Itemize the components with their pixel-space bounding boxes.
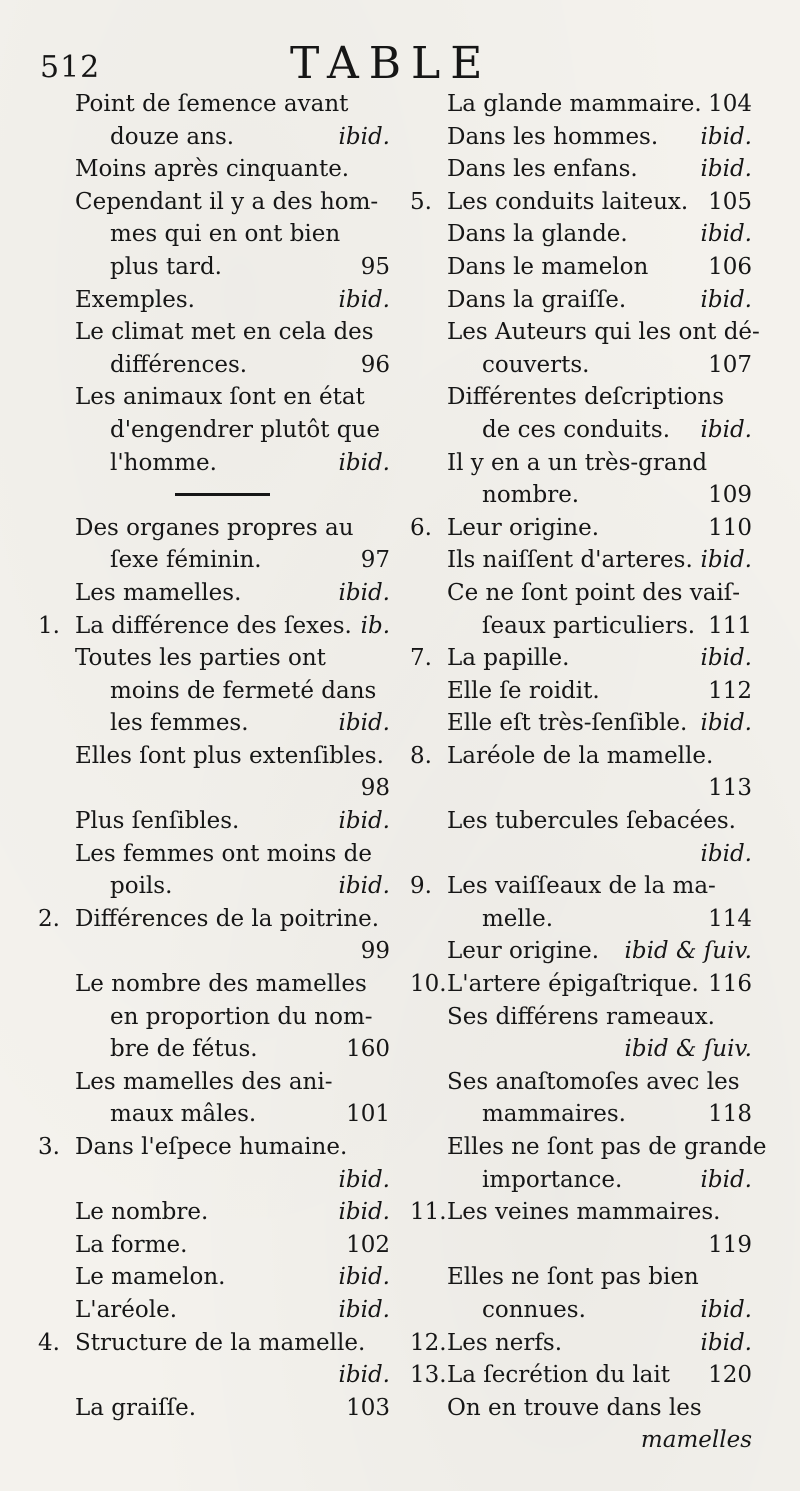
index-entry	[410, 1359, 752, 1392]
index-entry	[30, 675, 390, 708]
index-entry	[30, 316, 390, 349]
entry-page-ref: 102	[346, 1231, 390, 1258]
entry-text: Le mamelon.	[75, 1264, 226, 1291]
entry-page-ref: ibid & ſuiv.	[624, 938, 752, 965]
entry-page-ref: 106	[708, 253, 752, 280]
entry-text: Les tubercules ſebacées.	[447, 808, 736, 835]
index-entry	[410, 1164, 752, 1197]
index-entry	[410, 1131, 767, 1164]
entry-number: 10.	[410, 971, 447, 998]
entry-number: 3.	[38, 1134, 60, 1160]
entry-text: La forme.	[75, 1231, 188, 1258]
entry-page-ref: 103	[346, 1394, 390, 1421]
entry-page-ref: ibid.	[700, 286, 752, 313]
index-entry	[410, 447, 752, 480]
entry-text: les femmes.	[110, 710, 249, 737]
index-entry	[410, 805, 752, 838]
index-entry	[30, 186, 390, 219]
entry-page-ref: ib.	[360, 612, 390, 639]
entry-page-ref: ibid.	[700, 547, 752, 574]
entry-page-ref: ibid.	[338, 1362, 390, 1389]
entry-text: Le nombre.	[75, 1199, 209, 1226]
index-entry	[30, 251, 390, 284]
index-entry	[410, 577, 752, 610]
entry-text: plus tard.	[110, 253, 222, 280]
index-entry	[30, 218, 390, 251]
entry-text: Toutes les parties ont	[75, 645, 326, 672]
index-entry	[30, 1261, 390, 1294]
entry-text: Elles ne ſont pas de grande	[447, 1134, 767, 1160]
index-entry	[410, 251, 752, 284]
entry-text: Dans les enfans.	[447, 156, 638, 183]
entry-page-ref: ibid.	[338, 1199, 390, 1226]
index-entry	[30, 1001, 390, 1034]
entry-text: de ces conduits.	[482, 416, 671, 443]
entry-text: La différence des ſexes.	[75, 612, 352, 639]
index-entry	[30, 88, 390, 121]
index-entry	[30, 610, 390, 643]
index-entry	[30, 1294, 390, 1327]
left-index-column	[30, 88, 390, 1424]
entry-text: en proportion du nom-	[110, 1003, 373, 1030]
index-entry	[410, 838, 752, 871]
entry-text: Le climat met en cela des	[75, 319, 374, 346]
index-entry	[30, 512, 390, 545]
entry-page-ref: ibid.	[700, 1296, 752, 1323]
index-entry	[30, 772, 390, 805]
entry-text: Les femmes ont moins de	[75, 840, 372, 867]
entry-text: douze ans.	[110, 123, 235, 150]
entry-page-ref: ibid.	[338, 449, 390, 476]
entry-page-ref: ibid.	[338, 123, 390, 150]
entry-number: 11.	[410, 1199, 447, 1226]
index-entry	[30, 1229, 390, 1262]
entry-text: bre de fétus.	[110, 1036, 258, 1063]
entry-text: Exemples.	[75, 286, 195, 313]
page-title: TABLE	[290, 38, 493, 89]
entry-text: Les conduits laiteux.	[447, 188, 689, 215]
entry-text: Les mamelles.	[75, 579, 242, 606]
index-entry	[30, 447, 390, 480]
entry-text: Dans le mamelon	[447, 253, 649, 280]
entry-text: Ses différens rameaux.	[447, 1003, 715, 1030]
index-entry	[410, 349, 752, 382]
entry-text: Les veines mammaires.	[447, 1199, 721, 1226]
entry-page-ref: ibid.	[338, 286, 390, 313]
index-entry	[410, 1229, 752, 1262]
index-entry	[30, 1066, 390, 1099]
index-entry	[410, 381, 752, 414]
index-entry	[410, 610, 752, 643]
index-entry	[30, 903, 390, 936]
index-entry	[410, 512, 752, 545]
index-entry	[410, 544, 752, 577]
index-entry	[410, 1327, 752, 1360]
index-entry	[30, 1392, 390, 1425]
entry-page-ref: ibid.	[338, 1166, 390, 1193]
entry-page-ref: ibid.	[338, 1264, 390, 1291]
entry-page-ref: ibid.	[700, 123, 752, 150]
entry-page-ref: 97	[360, 547, 390, 574]
entry-page-ref: 96	[360, 351, 390, 378]
index-entry	[410, 1392, 752, 1425]
entry-page-ref: ibid.	[700, 1329, 752, 1356]
index-entry	[410, 316, 760, 349]
entry-text: ſexe féminin.	[110, 547, 262, 574]
entry-text: Ils naiſſent d'arteres.	[447, 547, 693, 574]
entry-text: Il y en a un très-grand	[447, 449, 708, 476]
entry-text: L'artere épigaſtrique.	[447, 971, 699, 998]
entry-page-ref: ibid.	[700, 840, 752, 867]
entry-page-ref: ibid & ſuiv.	[624, 1036, 752, 1063]
index-entry	[410, 479, 752, 512]
entry-text: Les animaux ſont en état	[75, 384, 365, 411]
entry-number: 7.	[410, 645, 432, 672]
index-entry	[30, 1131, 390, 1164]
entry-text: Moins après cinquante.	[75, 156, 350, 183]
index-entry	[30, 577, 390, 610]
entry-page-ref: 110	[708, 514, 752, 541]
index-entry	[30, 1359, 390, 1392]
entry-text: La papille.	[447, 645, 570, 672]
index-entry	[30, 1033, 390, 1066]
entry-text: mammaires.	[482, 1101, 626, 1128]
entry-number: 6.	[410, 514, 432, 541]
section-divider	[30, 479, 390, 512]
index-entry	[410, 772, 752, 805]
index-entry	[410, 935, 752, 968]
index-entry	[410, 1196, 752, 1229]
index-entry	[30, 121, 390, 154]
index-entry	[30, 1196, 390, 1229]
entry-number: 1.	[38, 612, 60, 639]
entry-text: Laréole de la mamelle.	[447, 742, 714, 769]
entry-text: Dans l'eſpece humaine.	[75, 1134, 348, 1160]
entry-page-ref: 104	[708, 91, 752, 117]
index-entry	[30, 349, 390, 382]
index-entry	[410, 1066, 752, 1099]
entry-text: ſeaux particuliers.	[482, 612, 696, 639]
entry-text: Elle ſe roidit.	[447, 677, 600, 704]
index-entry	[410, 284, 752, 317]
index-entry	[30, 381, 390, 414]
entry-text: Elles ſont plus extenſibles.	[75, 742, 384, 769]
entry-page-ref: 116	[708, 971, 752, 998]
entry-page-ref: 95	[360, 253, 390, 280]
entry-text: l'homme.	[110, 449, 217, 476]
entry-page-ref: ibid.	[700, 156, 752, 183]
entry-text: Elles ne ſont pas bien	[447, 1264, 699, 1291]
entry-text: importance.	[482, 1166, 623, 1193]
index-entry	[410, 1294, 752, 1327]
entry-text: Dans la glande.	[447, 221, 628, 248]
entry-page-ref: 114	[708, 905, 752, 932]
entry-text: nombre.	[482, 482, 580, 509]
entry-text: Structure de la mamelle.	[75, 1329, 366, 1356]
index-entry	[410, 1261, 752, 1294]
entry-number: 12.	[410, 1329, 447, 1356]
entry-text: connues.	[482, 1296, 586, 1323]
index-entry	[410, 1001, 752, 1034]
entry-page-ref: 120	[708, 1362, 752, 1389]
index-entry	[410, 740, 752, 773]
entry-page-ref: ibid.	[700, 710, 752, 737]
entry-text: Le nombre des mamelles	[75, 971, 367, 998]
entry-text: La glande mammaire.	[447, 91, 702, 117]
entry-text: La ſecrétion du lait	[447, 1362, 670, 1389]
entry-text: Dans les hommes.	[447, 123, 659, 150]
index-entry	[410, 903, 752, 936]
entry-page-ref: ibid.	[700, 416, 752, 443]
index-entry	[410, 1033, 752, 1066]
page-number: 512	[40, 50, 101, 85]
entry-page-ref: ibid.	[338, 710, 390, 737]
entry-text: Plus ſenſibles.	[75, 808, 240, 835]
entry-text: Les Auteurs qui les ont dé-	[447, 319, 760, 346]
index-entry	[30, 968, 390, 1001]
entry-page-ref: 98	[360, 775, 390, 802]
index-entry	[410, 153, 752, 186]
entry-page-ref: 111	[708, 612, 752, 639]
entry-text: Les vaiſſeaux de la ma-	[447, 873, 716, 900]
entry-text: moins de fermeté dans	[110, 677, 377, 704]
index-entry	[30, 544, 390, 577]
index-entry	[30, 1098, 390, 1131]
entry-number: 13.	[410, 1362, 447, 1389]
entry-text: Leur origine.	[447, 938, 600, 965]
entry-text: Point de ſemence avant	[75, 91, 349, 117]
index-entry	[410, 870, 752, 903]
index-entry	[410, 414, 752, 447]
entry-page-ref: 113	[708, 775, 752, 802]
entry-page-ref: ibid.	[338, 808, 390, 835]
entry-page-ref: 109	[708, 482, 752, 509]
entry-text: couverts.	[482, 351, 590, 378]
index-entry	[30, 1327, 390, 1360]
index-entry	[410, 1424, 752, 1457]
right-index-column	[410, 88, 767, 1457]
entry-text: Différentes deſcriptions	[447, 384, 724, 411]
index-entry	[410, 968, 752, 1001]
entry-number: 9.	[410, 873, 432, 900]
index-entry	[30, 805, 390, 838]
entry-page-ref: ibid.	[338, 1296, 390, 1323]
entry-number: 2.	[38, 905, 60, 932]
entry-text: Elle eſt très-ſenſible.	[447, 710, 688, 737]
index-entry	[30, 935, 390, 968]
entry-text: maux mâles.	[110, 1101, 257, 1128]
entry-number: 4.	[38, 1329, 60, 1356]
entry-page-ref: 107	[708, 351, 752, 378]
entry-text: d'engendrer plutôt que	[110, 416, 380, 443]
entry-page-ref: 99	[360, 938, 390, 965]
index-entry	[30, 153, 390, 186]
index-entry	[30, 414, 390, 447]
index-entry	[30, 870, 390, 903]
entry-page-ref: 119	[708, 1231, 752, 1258]
entry-page-ref: ibid.	[338, 873, 390, 900]
index-entry	[410, 675, 752, 708]
entry-text: mes qui en ont bien	[110, 221, 341, 248]
entry-text: La graiſſe.	[75, 1394, 197, 1421]
entry-number: 8.	[410, 742, 432, 769]
entry-text: melle.	[482, 905, 554, 932]
entry-text: Leur origine.	[447, 514, 600, 541]
index-entry	[410, 1098, 752, 1131]
index-entry	[30, 707, 390, 740]
entry-text: différences.	[110, 351, 248, 378]
index-entry	[410, 186, 752, 219]
index-entry	[30, 642, 390, 675]
index-entry	[410, 121, 752, 154]
entry-text: Cependant il y a des hom-	[75, 188, 379, 215]
entry-page-ref: 105	[708, 188, 752, 215]
entry-text: L'aréole.	[75, 1296, 178, 1323]
entry-text: Les nerfs.	[447, 1329, 563, 1356]
index-entry	[30, 740, 390, 773]
entry-page-ref: 160	[346, 1036, 390, 1063]
index-entry	[410, 218, 752, 251]
entry-text: On en trouve dans les	[447, 1394, 702, 1421]
index-entry	[410, 88, 752, 121]
entry-page-ref: 101	[346, 1101, 390, 1128]
entry-text: Ses anaſtomoſes avec les	[447, 1068, 740, 1095]
entry-text: Les mamelles des ani-	[75, 1068, 333, 1095]
entry-page-ref: 118	[708, 1101, 752, 1128]
entry-page-ref: ibid.	[700, 1166, 752, 1193]
entry-text: Différences de la poitrine.	[75, 905, 380, 932]
index-entry	[30, 838, 390, 871]
entry-text: Dans la graiſſe.	[447, 286, 627, 313]
entry-number: 5.	[410, 188, 432, 215]
index-entry	[30, 284, 390, 317]
index-entry	[30, 1164, 390, 1197]
entry-page-ref: ibid.	[700, 645, 752, 672]
index-entry	[410, 642, 752, 675]
entry-text: poils.	[110, 873, 173, 900]
entry-text: Ce ne ſont point des vaiſ-	[447, 579, 741, 606]
entry-page-ref: mamelles	[640, 1427, 752, 1454]
index-entry	[410, 707, 752, 740]
entry-page-ref: ibid.	[338, 579, 390, 606]
entry-page-ref: 112	[708, 677, 752, 704]
entry-page-ref: ibid.	[700, 221, 752, 248]
entry-text: Des organes propres au	[75, 514, 354, 541]
